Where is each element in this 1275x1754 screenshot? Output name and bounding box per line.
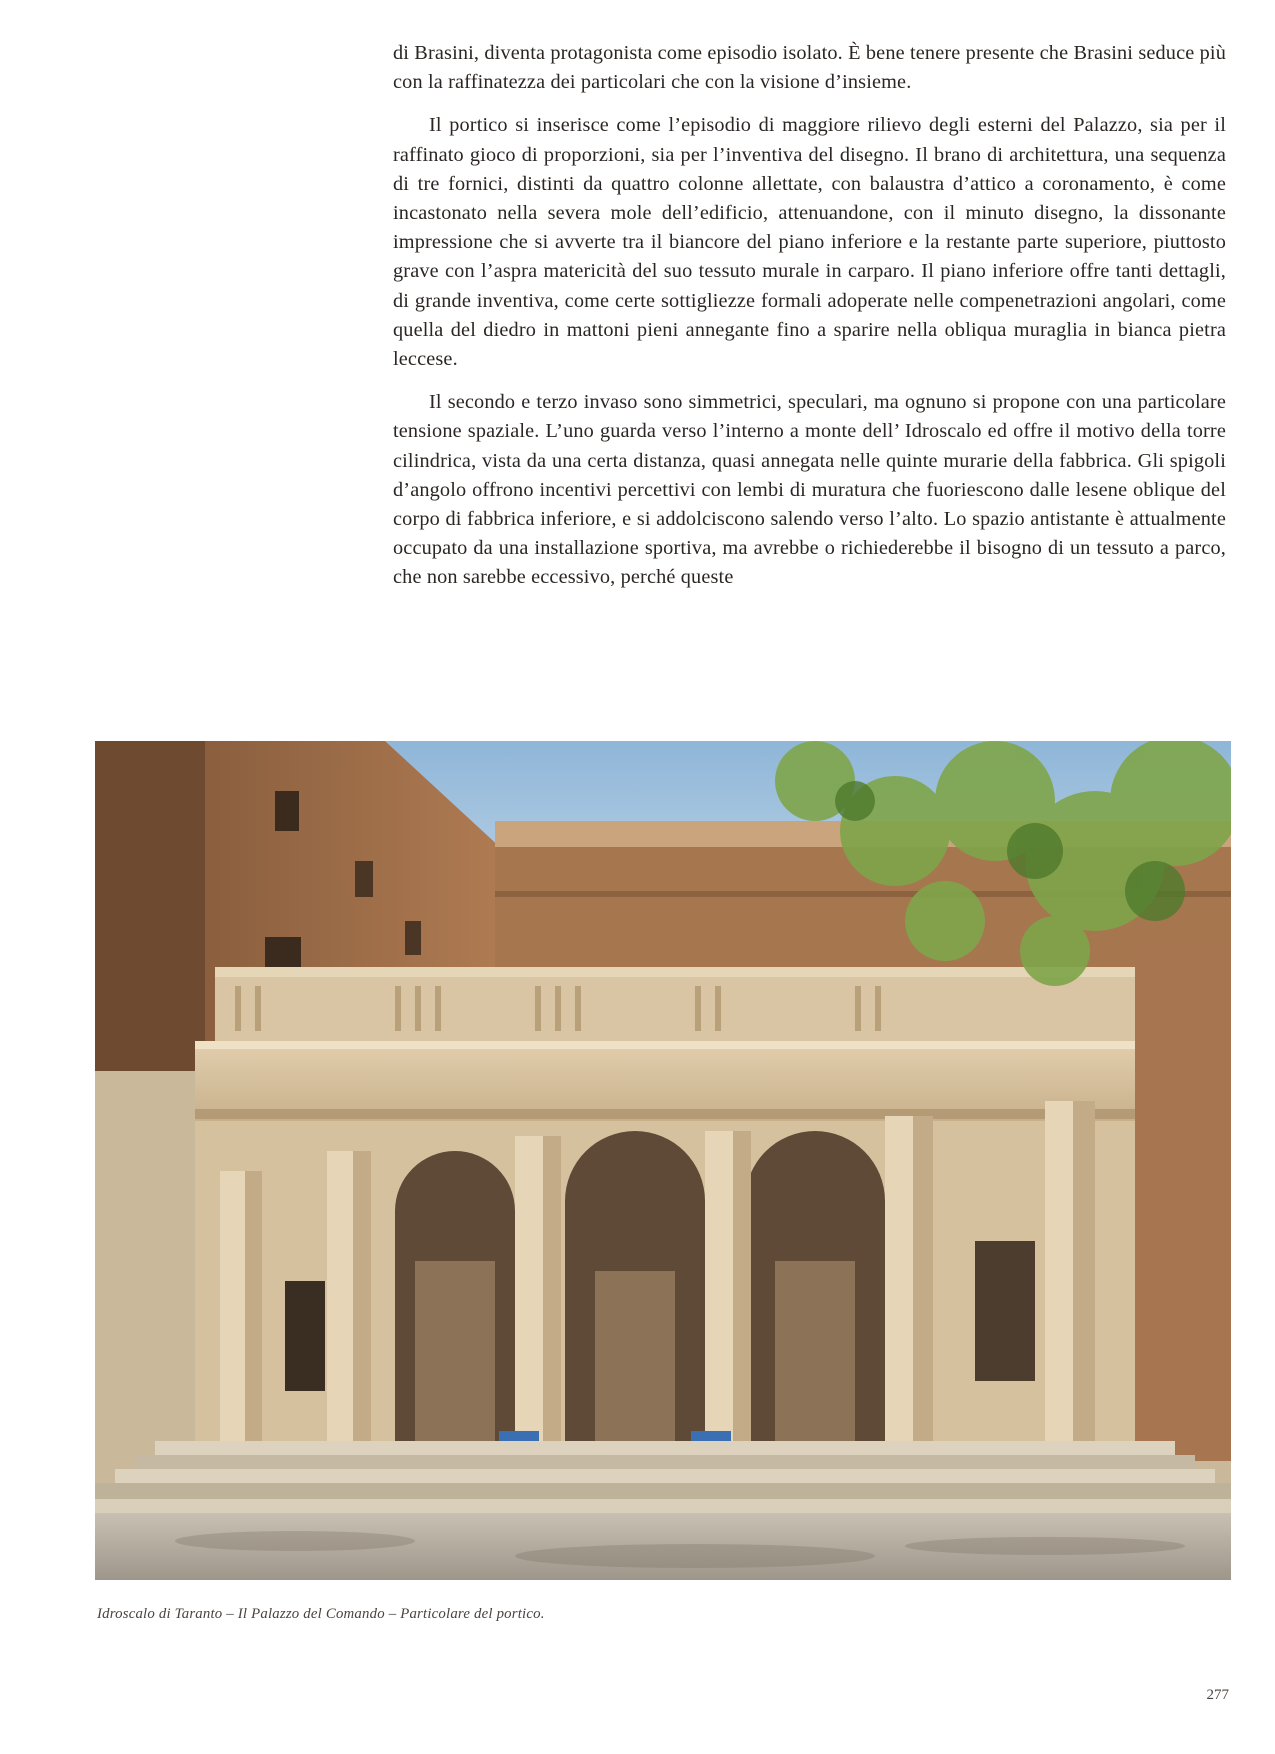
right-brick-wall: [1135, 941, 1231, 1461]
balustrade: [215, 971, 1231, 1041]
paragraph-2: Il portico si inserisce come l’episodio di maggiore rilievo degli esterni del Palazzo, sia per il raffinato gioco di proporzioni, sia per l’inventiva del disegno. Il brano di architettura, una sequenza di tre fornici, distinti da quattro colonne allettate, con balaustra d’attico a coronamento, è come incastonato nella severa mole dell’edificio, attenuandone, con il minuto disegno, la dissonante impressione che si avverte tra il biancore del piano inferiore e la restante parte superiore, piuttosto grave con l’aspra matericità del suo tessuto murale in carparo. Il piano inferiore offre tanti dettagli, di grande inventiva, come certe sottigliezze formali adoperate nelle compenetrazioni angolari, come quella del diedro in mattoni pieni annegante fino a sparire nella obliqua muraglia in bianca pietra leccese.: [393, 114, 1226, 371]
steps: [95, 1441, 1231, 1513]
portico-photograph: [95, 741, 1231, 1580]
window: [285, 1281, 325, 1391]
window: [275, 791, 299, 831]
portico-illustration: [95, 741, 1231, 1580]
paragraph-1: di Brasini, diventa protagonista come episodio isolato. È bene tenere presente che Brasini seduce più con la raffinatezza dei particolari che con la visione d’insieme.: [393, 42, 1226, 94]
paragraph-3: Il secondo e terzo invaso sono simmetrici, speculari, ma ognuno si propone con una particolare tensione spaziale. L’uno guarda verso l’interno a monte dell’ Idroscalo ed offre il motivo della torre cilindrica, vista da una certa distanza, quasi annegata nelle quinte murarie della fabbrica. Gli spigoli d’angolo offrono incentivi percettivi con lembi di muratura che fuoriescono dalle lesene oblique del corpo di fabbrica inferiore, e si addolciscono salendo verso l’alto. Lo spazio antistante è attualmente occupato da una installazione sportiva, ma avrebbe o richiederebbe il bisogno di un tessuto a parco, che non sarebbe eccessivo, perché queste: [393, 391, 1226, 589]
page-number: 277: [1206, 1687, 1229, 1703]
body-text: [393, 39, 1226, 607]
figure-caption: Idroscalo di Taranto – Il Palazzo del Comando – Particolare del portico.: [97, 1606, 545, 1622]
window: [975, 1241, 1035, 1381]
